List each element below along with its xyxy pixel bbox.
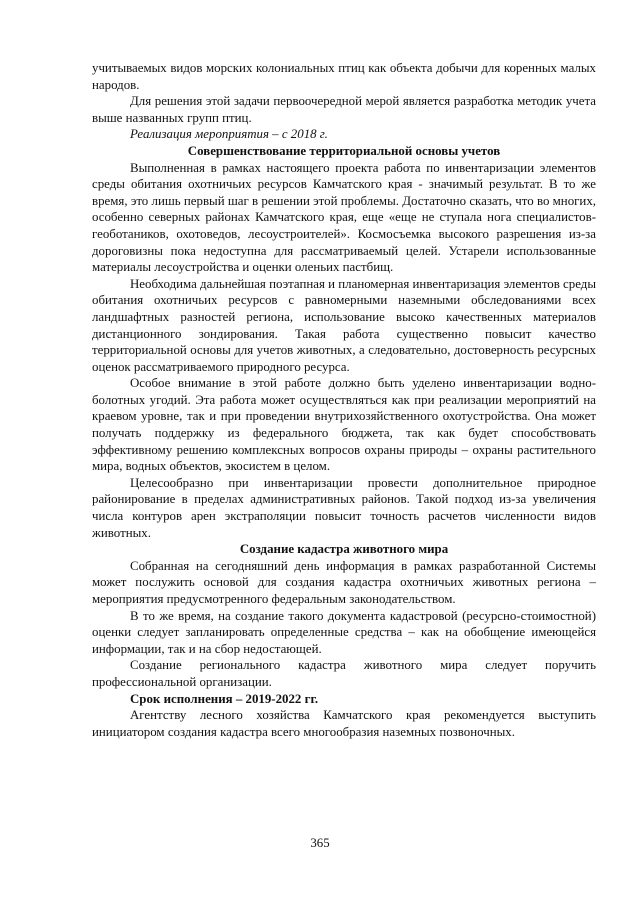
- document-body: [92, 60, 596, 740]
- section-heading: Создание кадастра животного мира: [239, 542, 449, 557]
- paragraph: Выполненная в рамках настоящего проекта работа по инвентаризации элементов среды обитания охотничьих ресурсов Камчатского края - значимый результат. В то же время, это лишь первый шаг в решении этой проблемы. Достаточно сказать, что во многих, особенно северных районах Камчатского края, еще «еще не ступала нога специалистов-геоботаников, охотоведов, лесоустроителей». Космосъемка высокого разрешения из-за дороговизны пока недоступна для рассматриваемый целей. Устарели использованные материалы лесоустройства и оценки оленьих пастбищ.: [92, 160, 596, 275]
- paragraph: учитываемых видов морских колониальных птиц как объекта добычи для коренных малых народов.: [92, 61, 596, 92]
- implementation-date: Реализация мероприятия – с 2018 г.: [130, 127, 328, 142]
- paragraph: Агентству лесного хозяйства Камчатского края рекомендуется выступить инициатором создания кадастра всего многообразия наземных позвоночных.: [92, 708, 596, 739]
- paragraph: Для решения этой задачи первоочередной мерой является разработка методик учета выше названных групп птиц.: [92, 94, 596, 125]
- paragraph: В то же время, на создание такого документа кадастровой (ресурсно-стоимостной) оценки следует запланировать определенные средства – как на обобщение имеющейся информации, так и на сбор недостающей.: [92, 608, 596, 656]
- paragraph: Создание регионального кадастра животного мира следует поручить профессиональной организации.: [92, 658, 596, 689]
- page-number: 365: [310, 836, 330, 850]
- deadline-line: Срок исполнения – 2019-2022 гг.: [130, 691, 319, 706]
- paragraph: Целесообразно при инвентаризации провести дополнительное природное районирование в пределах административных районов. Такой подход из-за увеличения числа контуров арен экстраполяции повысит точность расчетов численности видов животных.: [92, 475, 596, 540]
- section-heading: Совершенствование территориальной основы учетов: [187, 143, 501, 158]
- paragraph: Особое внимание в этой работе должно быть уделено инвентаризации водно-болотных угодий. Эта работа может осуществляться как при реализации мероприятий на краевом уровне, так и при проведении внутрихозяйственного охотустройства. Она может получать поддержку из федерального бюджета, так как будет способствовать эффективному решению комплексных вопросов охраны природы – охраны растительного мира, водных объектов, экосистем в целом.: [92, 376, 596, 474]
- paragraph: Собранная на сегодняшний день информация в рамках разработанной Системы может послужить основой для создания кадастра охотничьих животных региона – мероприятия предусмотренного федеральным законодательством.: [92, 558, 596, 606]
- paragraph: Необходима дальнейшая поэтапная и планомерная инвентаризация элементов среды обитания охотничьих ресурсов с равномерными наземными обследованиями всех ландшафтных разностей региона, использование высоко качественных материалов дистанционного зондирования. Такая работа существенно повысит качество территориальной основы для учетов животных, а следовательно, достоверность ресурсных оценок рассматриваемого природного ресурса.: [92, 276, 596, 374]
